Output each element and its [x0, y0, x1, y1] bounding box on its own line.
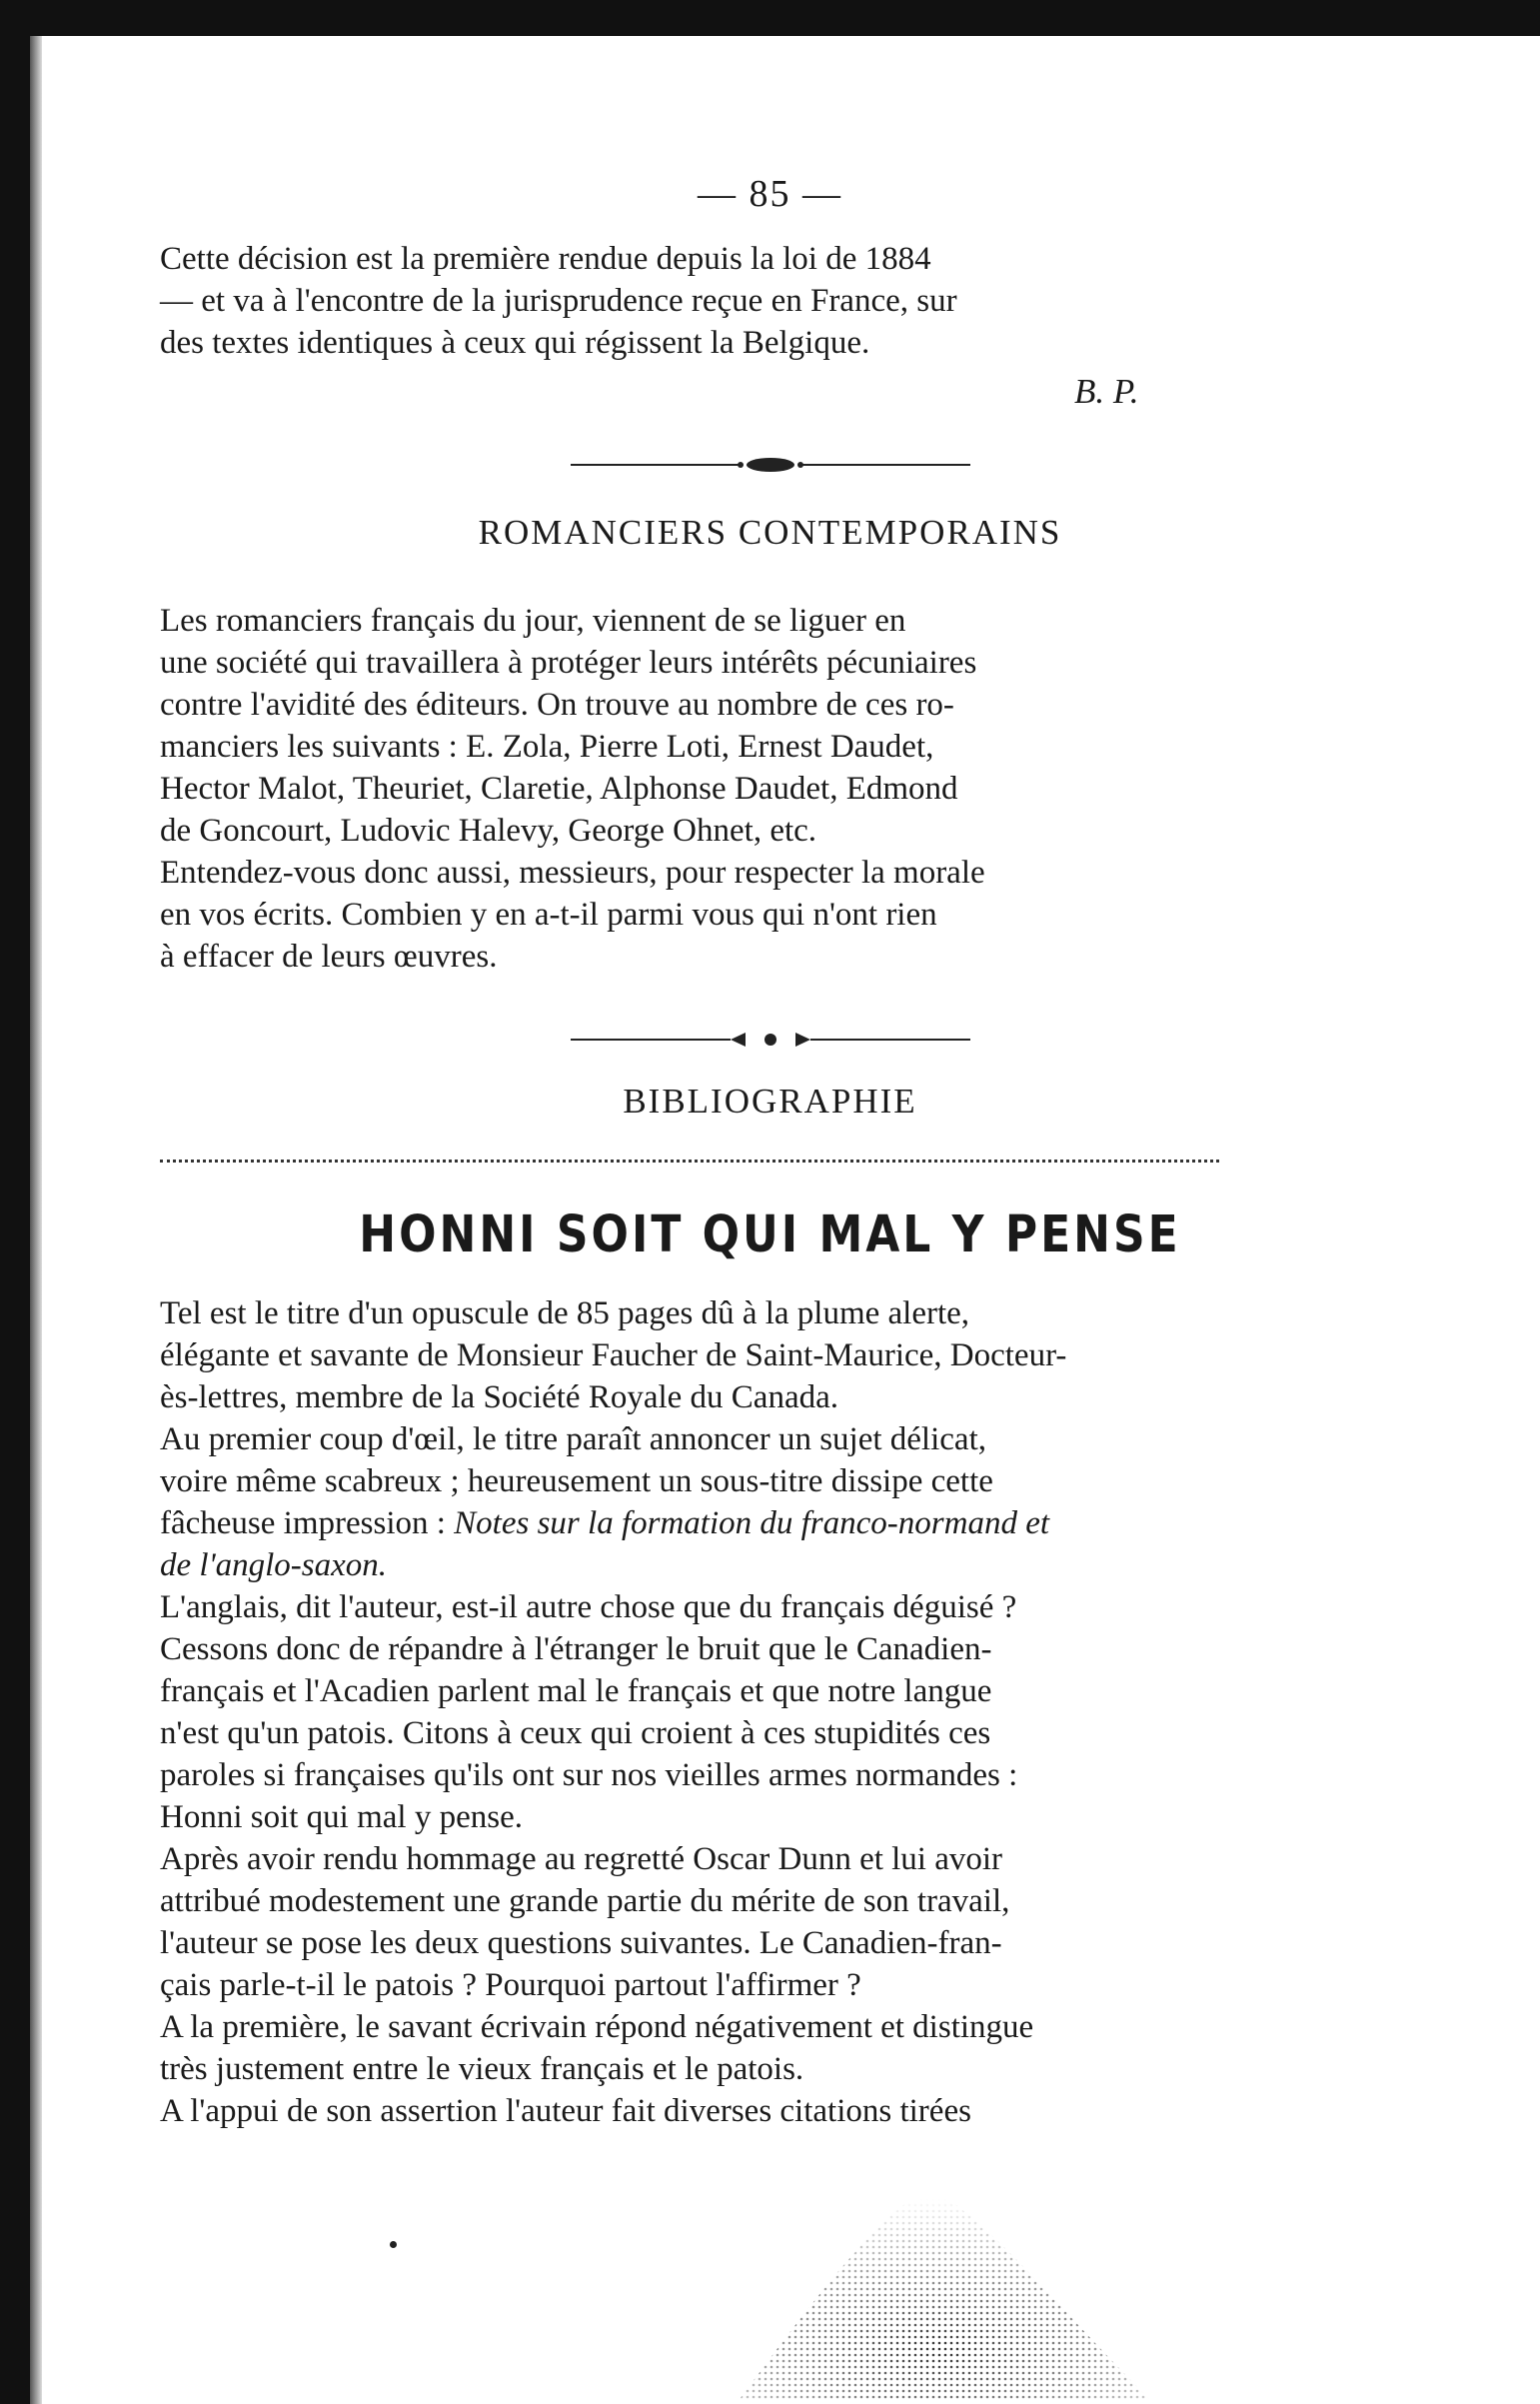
- section-ornament-rule: [0, 1030, 1540, 1055]
- text-line: paroles si françaises qu'ils ont sur nos vieilles armes normandes :: [160, 1757, 1018, 1793]
- text-line: A l'appui de son assertion l'auteur fait diverses citations tirées: [160, 2093, 971, 2129]
- body-paragraph: [160, 1838, 1239, 2006]
- text-line: — et va à l'encontre de la jurisprudence reçue en France, sur: [160, 283, 957, 319]
- text-line: Cette décision est la première rendue depuis la loi de 1884: [160, 241, 931, 277]
- text-line: [160, 1502, 1239, 1544]
- text-line: français et l'Acadien parlent mal le français et que notre langue: [160, 1673, 992, 1709]
- page-number: — 85 —: [698, 173, 842, 215]
- ink-speck: [390, 2241, 397, 2248]
- text-line: une société qui travaillera à protéger leurs intérêts pécuniaires: [160, 645, 977, 681]
- text-line: élégante et savante de Monsieur Faucher de Saint-Maurice, Docteur-: [160, 1337, 1067, 1373]
- body-paragraph: [160, 600, 1239, 852]
- text-line: très justement entre le vieux français et le patois.: [160, 2051, 804, 2087]
- body-paragraph: [160, 1418, 1239, 1586]
- text-line: Honni soit qui mal y pense.: [160, 1799, 523, 1835]
- body-paragraph: [160, 1292, 1239, 1418]
- text-line: contre l'avidité des éditeurs. On trouve au nombre de ces ro-: [160, 687, 954, 723]
- text-line: Hector Malot, Theuriet, Claretie, Alphonse Daudet, Edmond: [160, 771, 958, 807]
- body-paragraph: [160, 1586, 1239, 1838]
- text-line: à effacer de leurs œuvres.: [160, 939, 498, 975]
- dotted-divider: [160, 1160, 1219, 1163]
- text-span: fâcheuse impression :: [160, 1505, 455, 1541]
- italic-subtitle: de l'anglo-saxon.: [160, 1547, 388, 1583]
- scan-left-edge: [0, 0, 30, 2404]
- section-heading: BIBLIOGRAPHIE: [623, 1082, 917, 1121]
- italic-subtitle: Notes sur la formation du franco-normand et: [454, 1505, 1050, 1541]
- section-heading: ROMANCIERS CONTEMPORAINS: [478, 513, 1062, 552]
- section-ornament-rule: [0, 455, 1540, 480]
- scan-noise-stain: [680, 2149, 1199, 2399]
- text-line: n'est qu'un patois. Citons à ceux qui croient à ces stupidités ces: [160, 1715, 991, 1751]
- text-line: de Goncourt, Ludovic Halevy, George Ohnet, etc.: [160, 813, 817, 849]
- text-line: Entendez-vous donc aussi, messieurs, pour respecter la morale: [160, 855, 985, 891]
- signature: B. P.: [1074, 372, 1139, 411]
- text-line: A la première, le savant écrivain répond négativement et distingue: [160, 2009, 1034, 2045]
- text-line: L'anglais, dit l'auteur, est-il autre chose que du français déguisé ?: [160, 1589, 1017, 1625]
- text-line: manciers les suivants : E. Zola, Pierre Loti, Ernest Daudet,: [160, 729, 934, 765]
- body-paragraph: [160, 2090, 1239, 2132]
- text-line: Tel est le titre d'un opuscule de 85 pages dû à la plume alerte,: [160, 1295, 970, 1331]
- text-line: des textes identiques à ceux qui régissent la Belgique.: [160, 325, 870, 361]
- text-line: voire même scabreux ; heureusement un sous-titre dissipe cette: [160, 1463, 993, 1499]
- text-line: ès-lettres, membre de la Société Royale du Canada.: [160, 1379, 838, 1415]
- text-line: Après avoir rendu hommage au regretté Oscar Dunn et lui avoir: [160, 1841, 1003, 1877]
- article-title: HONNI SOIT QUI MAL Y PENSE: [359, 1205, 1181, 1264]
- text-line: çais parle-t-il le patois ? Pourquoi partout l'affirmer ?: [160, 1967, 861, 2003]
- intro-paragraph: [160, 238, 1239, 364]
- text-line: Au premier coup d'œil, le titre paraît annoncer un sujet délicat,: [160, 1421, 986, 1457]
- text-line: attribué modestement une grande partie du mérite de son travail,: [160, 1883, 1010, 1919]
- scan-top-edge: [0, 0, 1540, 36]
- text-line: Les romanciers français du jour, viennent de se liguer en: [160, 603, 906, 639]
- body-paragraph: [160, 2006, 1239, 2090]
- body-paragraph: [160, 852, 1239, 978]
- text-line: l'auteur se pose les deux questions suivantes. Le Canadien-fran-: [160, 1925, 1002, 1961]
- text-line: en vos écrits. Combien y en a-t-il parmi vous qui n'ont rien: [160, 897, 937, 933]
- text-line: Cessons donc de répandre à l'étranger le bruit que le Canadien-: [160, 1631, 992, 1667]
